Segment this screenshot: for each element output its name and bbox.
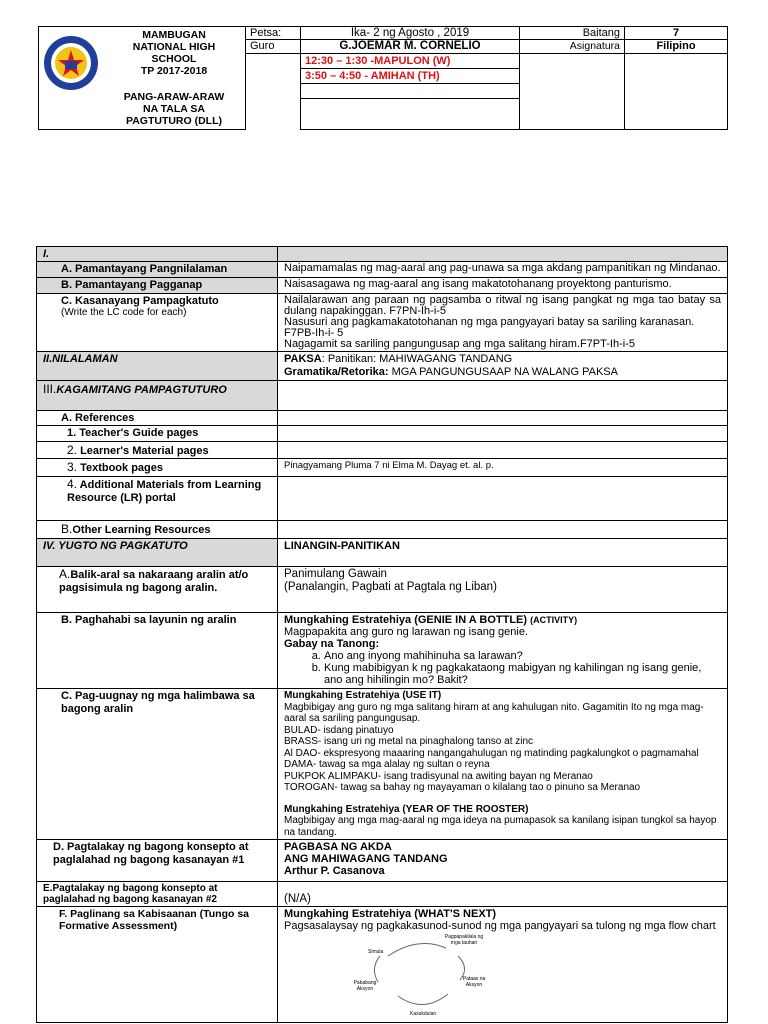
akda-author: Arthur P. Casanova — [284, 865, 385, 877]
doc-title-line-1: PANG-ARAW-ARAW — [123, 91, 225, 103]
baitang-label: Baitang — [520, 27, 625, 40]
learners-material-label: Learner's Material pages — [77, 445, 209, 457]
kasanayan-cell — [37, 294, 278, 352]
guro-label: Guro — [246, 40, 301, 54]
use-it-title: Mungkahing Estratehiya (USE IT) — [284, 690, 442, 701]
whats-next-line: Pagsasalaysay ng pagkakasunod-sunod ng mga pangyayari sa tulong ng mga flow chart — [284, 920, 716, 932]
blank-cell-2 — [625, 54, 728, 130]
kasanayan-label: C. Kasanayang Pampagkatuto — [61, 295, 219, 307]
learners-material-value — [278, 442, 728, 459]
references-label: A. References — [37, 411, 278, 426]
activity-tag: (ACTIVITY) — [530, 615, 578, 625]
section-i-value — [278, 247, 728, 262]
teachers-guide-value — [278, 426, 728, 442]
whats-next-title: Mungkahing Estratehiya (WHAT'S NEXT) — [284, 908, 497, 920]
panalangin-line: (Panalangin, Pagbati at Pagtala ng Liban) — [284, 581, 497, 593]
yugto-label: IV. YUGTO NG PAGKATUTO — [37, 539, 278, 567]
textbook-value: Pinagyamang Pluma 7 ni Elma M. Dayag et. al. p. — [278, 459, 728, 477]
doc-title-line-2: NA TALA SA — [142, 103, 206, 115]
lc-2: Nasusuri ang pagkamakatotohanan ng mga pangyayari batay sa sariling karanasan. F7PB-Ih-i- 5 — [284, 316, 695, 339]
paghahabi-label: B. Paghahabi sa layunin ng aralin — [37, 613, 278, 689]
nilalaman-label: II.NILALAMAN — [37, 352, 278, 381]
pagtalakay-2-label: E.Pagtalakay ng bagong konsepto at paglalahad ng bagong kasanayan #2 — [37, 882, 278, 907]
guro-value: G.JOEMAR M. CORNELIO — [301, 40, 520, 54]
pamantayang-pagganap-label: B. Pamantayang Pagganap — [37, 278, 278, 294]
header-table — [38, 26, 728, 130]
gramatika-label: Gramatika/Retorika: — [284, 366, 389, 378]
pagtalakay-2-value: (N/A) — [278, 882, 728, 907]
additional-materials-cell — [37, 477, 278, 521]
use-it-line-7: TOROGAN- tawag sa bahay ng mayayaman o kilalang tao o pinuno sa Meranao — [284, 782, 641, 793]
balik-aral-cell — [37, 567, 278, 613]
other-resources-label: Other Learning Resources — [72, 524, 211, 536]
use-it-line-1: Magbibigay ang guro ng mga salitang hiram at ang kahulugan nito. Gagamitin Ito ng mga mag-aaral sa sariling pangungusap. — [284, 701, 704, 724]
paglinang-label: F. Paglinang sa Kabisaanan (Tungo sa Formative Assessment) — [37, 907, 278, 1023]
learners-material-num: 2. — [67, 443, 78, 457]
question-a: a. Ano ang inyong mahihinuha sa larawan? — [324, 650, 721, 662]
school-line-1: MAMBUGAN — [142, 29, 206, 41]
pamantayang-pagganap-value: Naisasagawa ng mag-aaral ang isang makatotohanang proyektong panturismo. — [278, 278, 728, 294]
blank-cell-1 — [520, 54, 625, 130]
other-resources-value — [278, 521, 728, 539]
kagamitang-cell — [37, 381, 278, 411]
schedule-line-1: 12:30 – 1:30 -MAPULON (W) — [301, 54, 519, 69]
other-resources-num: B. — [61, 522, 73, 536]
additional-materials-label: Additional Materials from Learning Resource (LR) portal — [67, 479, 262, 504]
schedule-spacer — [246, 54, 301, 130]
asignatura-value: Filipino — [625, 40, 728, 54]
use-it-line-5: DAMA- tawag sa mga alalay ng sultan o reyna — [284, 759, 490, 770]
learners-material-cell — [37, 442, 278, 459]
use-it-line-2: BULAD- isdang pinatuyo — [284, 724, 394, 736]
gramatika-value: MGA PANGUNGUSAAP NA WALANG PAKSA — [388, 366, 618, 378]
school-name — [107, 29, 241, 77]
flow-kasukdulan: Kasukdulan — [410, 1011, 437, 1017]
textbook-cell — [37, 459, 278, 477]
pagtalakay-1-value — [278, 840, 728, 882]
flow-pababa: Pababang Aksyon — [353, 980, 377, 992]
school-year: TP 2017-2018 — [140, 65, 208, 77]
rooster-title: Mungkahing Estratehiya (YEAR OF THE ROOSTER) — [284, 803, 529, 815]
genie-intro: Magpapakita ang guro ng larawan ng isang genie. — [284, 626, 529, 638]
flow-simula: Simula — [368, 949, 384, 955]
document-title — [107, 91, 241, 127]
balik-aral-num: A. — [59, 567, 71, 581]
asignatura-label: Asignatura — [520, 40, 625, 54]
rooster-line: Magbibigay ang mga mag-aaral ng mga ideya na pumapasok sa kanilang isipan tungkol sa hayop na tandang. — [284, 815, 717, 838]
pamantayang-pangnilalaman-label: A. Pamantayang Pangnilalaman — [37, 262, 278, 278]
genie-strategy-title: Mungkahing Estratehiya (GENIE IN A BOTTLE) — [284, 614, 528, 626]
flow-pagpapakilala: Pagpapakilala ng mga tauhan — [444, 934, 484, 946]
panimulang-gawain: Panimulang Gawain — [284, 568, 387, 580]
paglinang-value — [278, 907, 728, 1023]
lc-3: Nagagamit sa sariling pangungusap ang mga salitang hiram.F7PT-Ih-i-5 — [284, 338, 635, 350]
textbook-num: 3. — [67, 460, 78, 474]
use-it-line-6: PUKPOK ALIMPAKU- isang tradisyunal na awiting bayan ng Meranao — [284, 770, 593, 782]
textbook-label: Textbook pages — [77, 462, 163, 474]
deped-seal-icon — [43, 35, 99, 91]
school-info-cell — [39, 27, 246, 130]
question-b: b. Kung mabibigyan k ng pagkakataong mabigyan ng kahilingan ng isang genie, ano ang hihilingin mo? Bakit? — [324, 662, 721, 686]
pag-uugnay-label: C. Pag-uugnay ng mga halimbawa sa bagong aralin — [37, 689, 278, 840]
kasanayan-sub: (Write the LC code for each) — [61, 307, 187, 318]
other-resources-cell — [37, 521, 278, 539]
paksa-value: : Panitikan: MAHIWAGANG TANDANG — [321, 353, 513, 365]
balik-aral-value — [278, 567, 728, 613]
kasanayan-values — [278, 294, 728, 352]
petsa-value: Ika- 2 ng Agosto , 2019 — [301, 27, 520, 40]
kagamitang-value — [278, 381, 728, 411]
pagbasa-line: PAGBASA NG AKDA — [284, 841, 392, 853]
baitang-value: 7 — [625, 27, 728, 40]
kagamitang-label: KAGAMITANG PAMPAGTUTURO — [56, 384, 227, 396]
section-i-label: I. — [37, 247, 278, 262]
petsa-label: Petsa: — [246, 27, 301, 40]
school-line-2: NATIONAL HIGH — [132, 41, 216, 53]
references-value — [278, 411, 728, 426]
gabay-questions — [284, 650, 721, 686]
pamantayang-pangnilalaman-value: Naipamamalas ng mag-aaral ang pag-unawa sa mga akdang pampanitikan ng Mindanao. — [278, 262, 728, 278]
teachers-guide-label: 1. Teacher's Guide pages — [37, 426, 278, 442]
nilalaman-value — [278, 352, 728, 381]
pagtalakay-1-label: D. Pagtalakay ng bagong konsepto at paglalahad ng bagong kasanayan #1 — [37, 840, 278, 882]
paksa-label: PAKSA — [284, 353, 322, 365]
schedule-line-2: 3:50 – 4:50 - AMIHAN (TH) — [301, 69, 519, 84]
lc-1: Nailalarawan ang paraan ng pagsamba o ritwal ng isang pangkat ng mga tao batay sa dulang napakinggan. F7PN-Ih-i-5 — [284, 294, 721, 317]
additional-materials-value — [278, 477, 728, 521]
doc-title-line-3: PAGTUTURO (DLL) — [125, 115, 223, 127]
flow-pataas: Pataas na Aksyon — [462, 976, 486, 988]
flow-chart — [348, 934, 498, 1018]
schedule-line-3 — [301, 84, 519, 99]
akda-title: ANG MAHIWAGANG TANDANG — [284, 853, 448, 865]
paghahabi-value — [278, 613, 728, 689]
school-line-3: SCHOOL — [151, 53, 197, 65]
gabay-label: Gabay na Tanong: — [284, 638, 380, 650]
yugto-value: LINANGIN-PANITIKAN — [278, 539, 728, 567]
pag-uugnay-value — [278, 689, 728, 840]
use-it-line-3: BRASS- isang uri ng metal na pinaghalong tanso at zinc — [284, 736, 534, 747]
dll-table — [36, 246, 728, 1023]
use-it-line-4: Al DAO- ekspresyong maaaring nangangahulugan ng matinding pagkalungkot o pagmamahal — [284, 747, 699, 759]
additional-materials-num: 4. — [67, 477, 78, 491]
schedule-cell — [301, 54, 520, 130]
balik-aral-label: Balik-aral sa nakaraang aralin at/o pagsisimula ng bagong aralin. — [59, 569, 249, 594]
kagamitang-num: III. — [43, 382, 57, 396]
